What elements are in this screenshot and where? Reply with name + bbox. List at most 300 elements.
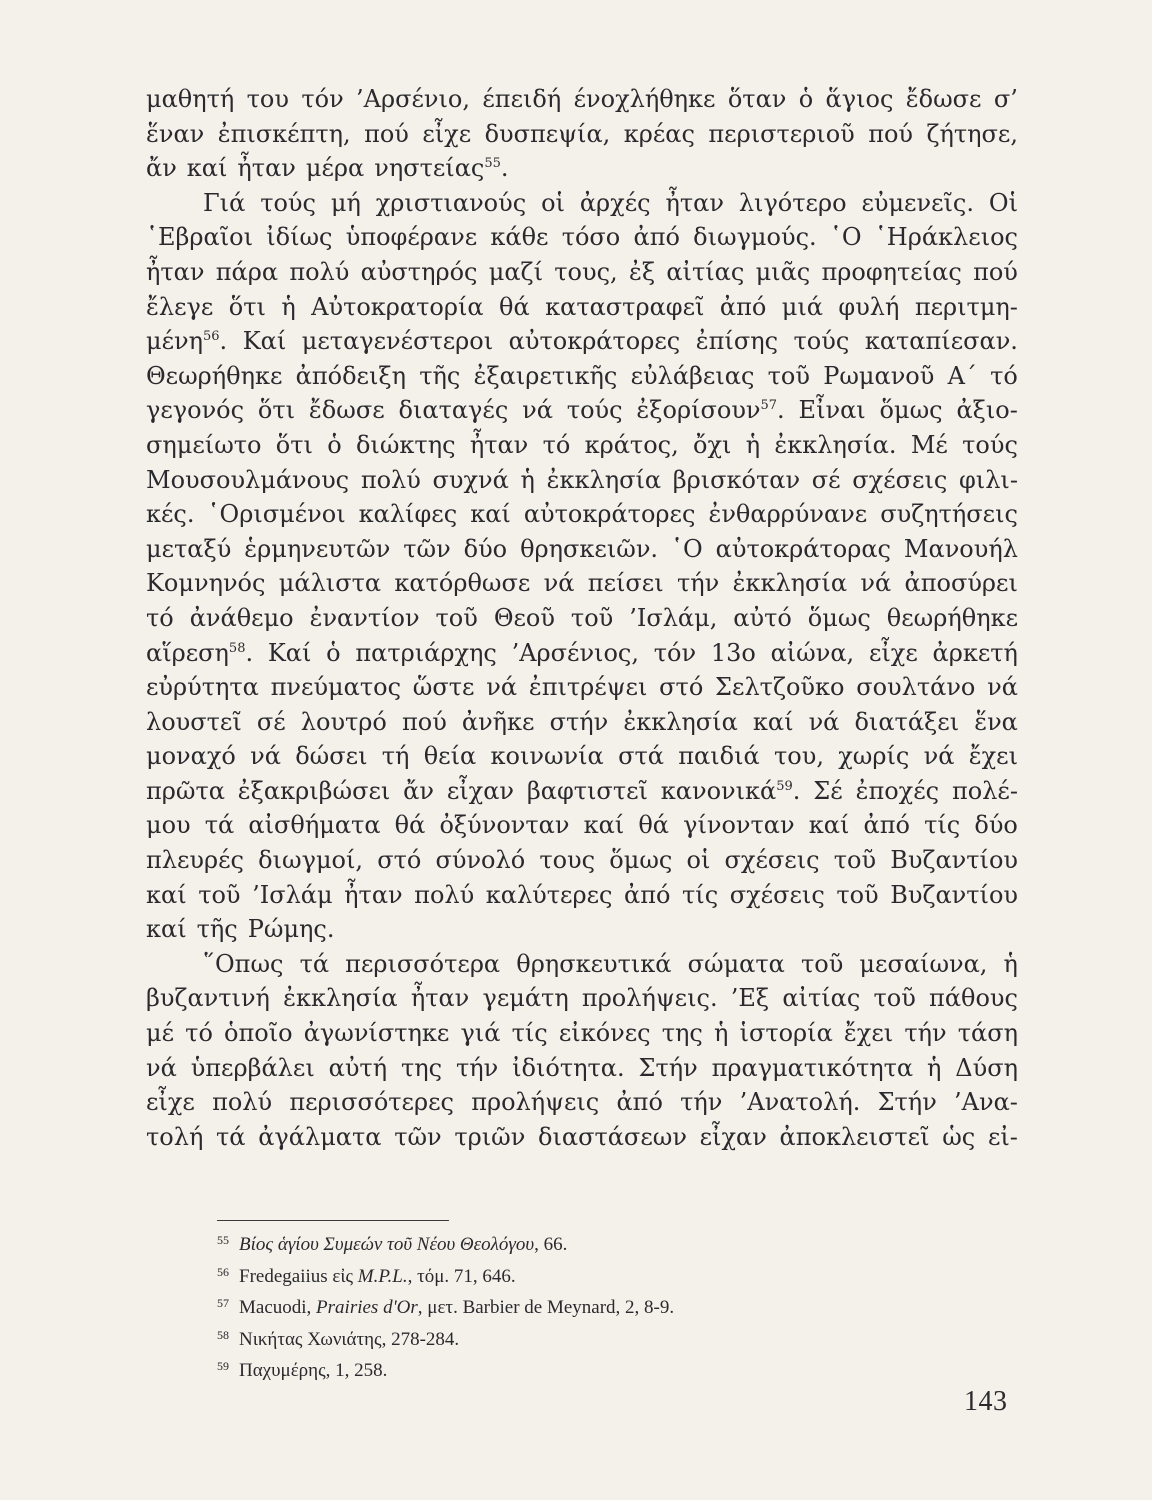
word: πολύ [414, 880, 475, 909]
footnote-text: , 66. [534, 1234, 568, 1255]
word: Στήν [877, 1088, 937, 1117]
word: ’Εξ [730, 984, 770, 1013]
word: καί [470, 500, 511, 529]
word: εἶχαν [446, 776, 514, 805]
footnote-ref: 58 [228, 640, 246, 656]
word: θά [394, 811, 426, 840]
text-line [146, 359, 1018, 394]
footnote [217, 1290, 977, 1322]
word: τοῦ [198, 880, 241, 909]
word: Δύση [955, 1053, 1018, 1082]
word: σέ [811, 465, 841, 494]
word: σημείωτο [146, 430, 262, 459]
word: περιτμη- [914, 292, 1018, 321]
word: ὅμως [807, 603, 871, 632]
word: ἔδωσε [905, 85, 982, 113]
text-line [146, 601, 1018, 636]
word: σχέσεις [852, 465, 948, 494]
text-line [146, 912, 1018, 947]
word: ὑποφέρανε [345, 223, 478, 252]
word: εὐλάβειας [630, 361, 755, 390]
word: Θεωρήθηκε [146, 361, 283, 390]
text-line [146, 220, 1018, 255]
word: τοῦ [873, 984, 916, 1013]
word: τῶν [403, 534, 451, 563]
word: ’Ισλάμ [252, 880, 333, 909]
word: εἰ- [987, 1122, 1018, 1151]
word: νά [486, 673, 518, 702]
word: φυλή [838, 292, 900, 321]
word: ἐξ [628, 257, 656, 286]
word: τάση [957, 1019, 1018, 1048]
word: Καί [267, 638, 312, 667]
word: τό [990, 361, 1018, 390]
word: πρῶτα [146, 776, 225, 805]
word: ὅτι [275, 430, 313, 459]
word: ἀγάλματα [258, 1122, 382, 1151]
word: ῾Ο [829, 223, 862, 252]
word: Κομνηνός [146, 569, 266, 598]
word: ἰδιότητα. [512, 1053, 625, 1082]
text-line [146, 1016, 1018, 1051]
word: μή [330, 188, 361, 217]
word: ἡ [745, 430, 761, 459]
word: νά [808, 707, 840, 736]
word: μέ [146, 1019, 175, 1048]
word: αὐστηρός [360, 257, 478, 286]
word: γεμάτη [482, 984, 569, 1013]
word: ἐπίσης [695, 327, 779, 356]
word: κοινωνία [490, 742, 604, 771]
word: πού [364, 119, 409, 148]
word: μιά [781, 292, 823, 321]
word: αὐτοκράτορες [508, 327, 681, 356]
word: πνεύματος [270, 673, 402, 702]
word: τήν [680, 1088, 723, 1117]
footnote-text: , τόμ. 71, 646. [407, 1265, 516, 1287]
word: σχέσεις [729, 880, 825, 909]
word: Οἱ [988, 188, 1018, 217]
word: ἱστορία [739, 1019, 833, 1048]
word: νά [522, 396, 553, 425]
word: ῾Ορισμένοι [207, 500, 346, 529]
word: Βυζαντίου [890, 880, 1018, 909]
word: κάθε [490, 223, 549, 252]
word: ἔχει [843, 1019, 894, 1048]
word: τοῦ [800, 949, 844, 978]
word: πλευρές [146, 846, 244, 875]
word: ῾Ηράκλειος [874, 223, 1018, 252]
word: στό [377, 846, 422, 875]
word: μιᾶς [755, 257, 811, 286]
word: τό [542, 430, 571, 459]
text-line [146, 532, 1018, 567]
word: ’Αρσένιος, [511, 638, 639, 667]
text-line [146, 1051, 1018, 1086]
footnote-number: 56 [217, 1264, 229, 1279]
footnote [217, 1353, 977, 1385]
word: ἄν [403, 776, 434, 805]
word: καταπίεσαν. [864, 327, 1018, 356]
text-line [146, 497, 1018, 532]
word: ἦταν [237, 154, 296, 183]
word: περισσότερα [345, 949, 501, 978]
word: ἀξιο- [956, 396, 1018, 425]
word: ῾Ο [671, 534, 703, 563]
footnote-text: Prairies d'Or [316, 1297, 418, 1318]
word: πάρα [215, 257, 279, 286]
word: ἦταν [469, 430, 529, 459]
word: πού [868, 119, 914, 148]
word: ἀποσύρει [904, 569, 1018, 598]
word: προλήψεις. [581, 984, 718, 1013]
word: ὁ [798, 85, 814, 113]
word: τῆς [419, 361, 461, 390]
word: εἶχαν [699, 1122, 767, 1151]
word: οἱ [686, 846, 711, 875]
word: μάλιστα [278, 569, 382, 598]
word: ὅμως [879, 396, 943, 425]
word: νά [543, 569, 575, 598]
word: εἰκόνες [558, 1019, 651, 1048]
word: ἡ [714, 1019, 729, 1048]
word: ἀνῆκε [461, 707, 535, 736]
word: τούς [566, 396, 623, 425]
text-line [146, 82, 1018, 117]
word: καί [146, 915, 187, 944]
word: θεία [423, 742, 477, 771]
word: τίς [682, 880, 719, 909]
word: ἐξορίσουν$^{57}$. [636, 396, 785, 425]
footnote-number: 59 [217, 1359, 229, 1373]
word: καί [583, 811, 625, 840]
footnotes [217, 1227, 977, 1385]
word: ἐκκλησία [732, 569, 848, 598]
footnote-number: 55 [217, 1233, 229, 1247]
footnote-ref: 56 [203, 329, 220, 345]
word: ἐποχές [855, 776, 940, 805]
word: διώκτης [355, 430, 456, 459]
text-line [146, 255, 1018, 290]
text-line [146, 186, 1018, 221]
word: παιδιά [678, 742, 760, 771]
word: ’Ανατολή. [739, 1088, 861, 1117]
word: διατάξει [854, 707, 960, 736]
word: λουτρό [300, 707, 387, 736]
word: κατόρθωσε [394, 569, 531, 598]
word: τούς [260, 188, 316, 217]
word: ἀγωνίστηκε [303, 1019, 450, 1048]
word: προλήψεις [471, 1088, 600, 1117]
word: ἐκκλησία. [774, 430, 897, 459]
word: οἱ [541, 188, 565, 217]
text-line [146, 393, 1018, 428]
word: χριστιανούς [375, 188, 527, 217]
word: καί [808, 811, 850, 840]
word: διωγμοί, [258, 846, 364, 875]
word: στά [618, 742, 664, 771]
word: γιά [460, 1019, 501, 1048]
word: θά [638, 811, 669, 840]
text-line [146, 843, 1018, 878]
text-line [146, 981, 1018, 1016]
footnote-text: , μετ. Barbier de Meynard, 2, 8-9. [417, 1297, 675, 1318]
word: πολύ [212, 1088, 273, 1117]
word: Εἶναι [798, 396, 866, 425]
word: τά [204, 811, 235, 840]
word: ένοχλήθηκε [573, 85, 716, 113]
word: νά [250, 742, 281, 771]
footnote-ref: 57 [760, 398, 778, 414]
word: καί [146, 880, 187, 909]
word: τους, [554, 257, 618, 286]
body-text [146, 82, 1018, 1154]
word: ἦταν [146, 257, 205, 286]
word: αἰώνα, [770, 638, 855, 667]
word: νά [987, 673, 1018, 702]
word: ’Ισλάμ, [629, 603, 718, 632]
text-line [146, 808, 1018, 843]
word: τόν [653, 638, 697, 667]
footnote-separator [217, 1220, 449, 1221]
word: ἦταν [410, 984, 470, 1013]
text-line [146, 117, 1018, 152]
word: πολέ- [951, 776, 1018, 805]
word: διωγμούς. [693, 223, 817, 252]
text-line [146, 705, 1018, 740]
word: ῾Εβραῖοι [146, 223, 253, 252]
word: ἀρκετή [932, 638, 1018, 667]
word: βυζαντινή [146, 984, 270, 1013]
word: δυσπεψία, [484, 119, 611, 148]
word: Θεοῦ [493, 603, 555, 632]
word: τῶν [394, 1122, 442, 1151]
text-line [146, 151, 1018, 186]
footnote-text: Παχυμέρης, 1, 258. [239, 1360, 388, 1381]
word: αὐτό [733, 603, 792, 632]
word: αὐτοκράτορες [523, 500, 696, 529]
footnote-number: 57 [217, 1296, 229, 1310]
footnote-text: Macuodi, [239, 1297, 317, 1318]
word: ἐκκλησία [546, 465, 662, 494]
word: Ρώμης. [247, 915, 335, 944]
word: ἐξαιρετικῆς [473, 361, 618, 390]
word: ἕνα [974, 707, 1018, 736]
word: μου [146, 811, 191, 840]
word: τίς [924, 811, 961, 840]
word: Βυζαντίου [890, 846, 1018, 875]
word: ἀπό [633, 223, 680, 252]
word: εἶχε [146, 1088, 195, 1117]
word: ἀπό [624, 880, 671, 909]
word: εὐμενεῖς. [861, 188, 974, 217]
word: θεωρήθηκε [886, 603, 1018, 632]
word: χωρίς [838, 742, 910, 771]
footnote-number: 58 [217, 1327, 229, 1342]
word: τόσο [561, 223, 621, 252]
word: ἀπό [863, 811, 910, 840]
word: ἦταν [665, 188, 724, 217]
word: τολή [146, 1122, 204, 1151]
word: τήν [676, 569, 720, 598]
word: σουλτάνο [856, 673, 976, 702]
word: διαταγές [398, 396, 509, 425]
word: μαθητή [146, 85, 235, 113]
word: θά [499, 292, 530, 321]
text-line [146, 428, 1018, 463]
word: καί [186, 154, 228, 183]
word: καταστραφεῖ [545, 292, 705, 321]
word: τοῦ [570, 603, 614, 632]
word: ἑρμηνευτῶν [244, 534, 391, 563]
word: μένη$^{56}$. [146, 327, 228, 356]
word: ὁ [326, 638, 341, 667]
word: φιλι- [959, 465, 1018, 494]
word: τή [381, 742, 410, 771]
footnote [217, 1227, 977, 1259]
word: ζήτησε, [926, 119, 1018, 148]
footnote [217, 1259, 977, 1291]
word: ἔλεγε [146, 292, 214, 321]
word: ὅμως [609, 846, 673, 875]
text-line [146, 1120, 1018, 1155]
word: τριῶν [454, 1122, 526, 1151]
word: Καί [242, 327, 287, 356]
word: πού [401, 707, 447, 736]
word: μεταξύ [146, 534, 232, 563]
word: μεταγενέστεροι [301, 327, 494, 356]
word: σώματα [687, 949, 785, 978]
word: μαζί [488, 257, 543, 286]
word: ὀξύνονταν [439, 811, 570, 840]
word: δύο [463, 534, 508, 563]
word: τά [299, 949, 330, 978]
word: εἶχε [422, 119, 472, 148]
word: αἰτίας [666, 257, 745, 286]
word: κανονικά$^{59}$. [660, 776, 801, 805]
word: καλίφες [358, 500, 458, 529]
word: καλύτερες [485, 880, 613, 909]
text-line [146, 566, 1018, 601]
word: ἀρχές [579, 188, 651, 217]
word: νά [923, 742, 955, 771]
word: τό [185, 1019, 213, 1048]
word: πολύ [360, 465, 421, 494]
word: βαφτιστεῖ [526, 776, 648, 805]
word: ἐξακριβώσει [237, 776, 391, 805]
word: τούς [962, 430, 1018, 459]
word: τοῦ [833, 846, 877, 875]
word: έπειδή [482, 85, 562, 113]
word: ἐνθαρρύνανε [708, 500, 868, 529]
word: πάθους [929, 984, 1018, 1013]
word: 13ο [710, 638, 756, 667]
text-line [146, 636, 1018, 671]
word: πείσει [587, 569, 664, 598]
word: ἔδωσε [308, 396, 385, 425]
word: ἐναντίον [309, 603, 420, 632]
word: ἐπισκέπτη, [217, 119, 351, 148]
text-line [146, 463, 1018, 498]
word: στό [659, 673, 704, 702]
word: ἰδίως [266, 223, 333, 252]
word: ὁ [327, 430, 342, 459]
word: ὅταν [727, 85, 787, 113]
word: αὐτή [328, 1053, 388, 1082]
word: λιγότερο [738, 188, 847, 217]
word: ’Ανα- [954, 1088, 1018, 1117]
text-line [146, 670, 1018, 705]
word: ἅγιος [825, 85, 894, 113]
text-line [146, 1085, 1018, 1120]
word: αὐτοκράτορας [715, 534, 891, 563]
word: τούς [793, 327, 850, 356]
word: συχνά [432, 465, 509, 494]
word: του, [774, 742, 824, 771]
word: αἵρεση$^{58}$. [146, 638, 254, 667]
word: περιστεριοῦ [708, 119, 855, 148]
word: ὡς [942, 1122, 976, 1151]
word: στήν [549, 707, 609, 736]
word: τοῦ [435, 603, 478, 632]
footnote-ref: 59 [776, 778, 793, 794]
text-line [146, 947, 1018, 982]
word: ἦταν [344, 880, 403, 909]
word: κές. [146, 500, 195, 529]
word: της [400, 1053, 443, 1082]
word: Σέ [813, 776, 843, 805]
word: καί [752, 707, 794, 736]
word: ὁποῖο [224, 1019, 293, 1048]
word: τήν [904, 1019, 947, 1048]
word: ἀποκλειστεῖ [779, 1122, 930, 1151]
word: ὅτι [228, 292, 266, 321]
word: ἀπό [616, 1088, 663, 1117]
text-line [146, 739, 1018, 774]
word: Μουσουλμάνους [146, 465, 350, 494]
word: πού [973, 257, 1018, 286]
word: τους [539, 846, 596, 875]
word: βρισκόταν [672, 465, 801, 494]
word: σύνολό [435, 846, 526, 875]
word: ἀνάθεμο [189, 603, 294, 632]
word: σχέσεις [724, 846, 820, 875]
word: συζητήσεις [880, 500, 1018, 529]
word: νά [146, 1053, 177, 1082]
word: Α΄ [947, 361, 977, 390]
word: Ρωμανοῦ [823, 361, 935, 390]
text-line [146, 290, 1018, 325]
word: Γιά [203, 188, 246, 217]
word: τοῦ [836, 880, 879, 909]
word: πολύ [289, 257, 350, 286]
word: εὐρύτητα [146, 673, 259, 702]
word: δύο [974, 811, 1018, 840]
word: ἡ [1003, 949, 1018, 978]
text-line [146, 878, 1018, 913]
word: τοῦ [767, 361, 810, 390]
word: μέρα [305, 154, 365, 183]
word: ἀπό [719, 292, 767, 321]
word: τίς [511, 1019, 548, 1048]
footnote-text: M.P.L. [357, 1265, 408, 1287]
word: νηστείας$^{55}$. [374, 154, 509, 183]
word: Μανουήλ [903, 534, 1018, 563]
word: ἀπόδειξη [295, 361, 406, 390]
word: ἔχει [968, 742, 1018, 771]
word: θρησκειῶν. [520, 534, 659, 563]
word: ῞Οπως [203, 949, 284, 978]
